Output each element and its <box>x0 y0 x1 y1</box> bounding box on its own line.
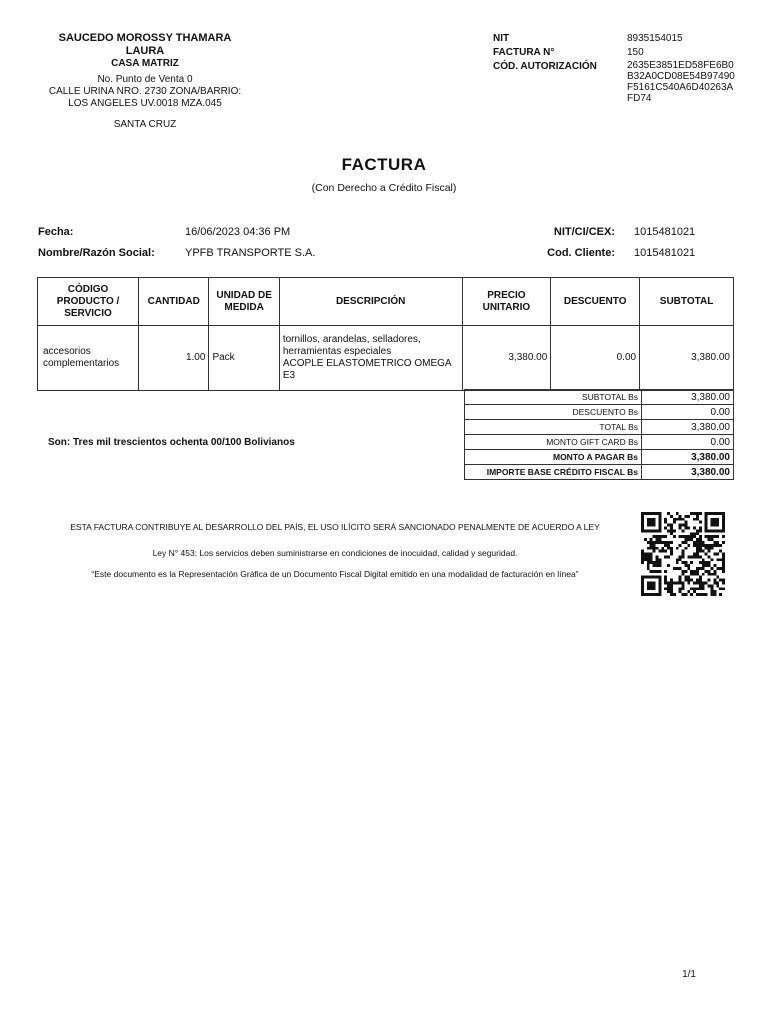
col-unidad: UNIDAD DE MEDIDA <box>209 278 279 326</box>
total-value: 0.00 <box>642 405 734 420</box>
issuer-name: SAUCEDO MOROSSY THAMARA LAURA <box>58 32 232 57</box>
qr-code-icon <box>641 512 725 596</box>
table-row <box>38 326 734 391</box>
col-subtotal: SUBTOTAL <box>640 278 734 326</box>
info-right-labels <box>480 222 615 264</box>
cell-cantidad: 1.00 <box>139 326 209 391</box>
info-left-labels <box>38 222 155 264</box>
totals-row-total <box>465 420 734 435</box>
total-value: 3,380.00 <box>642 420 734 435</box>
header-values <box>627 32 737 104</box>
total-label: MONTO A PAGAR Bs <box>465 450 642 465</box>
cell-descripcion-line1: tornillos, arandelas, selladores, herramientas especiales <box>282 334 421 357</box>
legal-notice-3: “Este documento es la Representación Gráfica de un Documento Fiscal Digital emitido en una modalidad de facturación en línea” <box>91 569 579 579</box>
nombre-value: YPFB TRANSPORTE S.A. <box>185 247 316 259</box>
cell-precio: 3,380.00 <box>462 326 551 391</box>
cliente-value: 1015481021 <box>634 247 696 259</box>
total-value: 3,380.00 <box>642 465 734 480</box>
factura-number-value: 150 <box>627 47 644 58</box>
cliente-label: Cod. Cliente: <box>547 247 615 259</box>
totals-row-gift-card <box>465 435 734 450</box>
total-value: 3,380.00 <box>642 450 734 465</box>
total-label: DESCUENTO Bs <box>465 405 642 420</box>
totals-row-subtotal <box>465 390 734 405</box>
cell-codigo: accesorios complementarios <box>38 326 139 391</box>
total-label: TOTAL Bs <box>465 420 642 435</box>
document-subtitle: (Con Derecho a Crédito Fiscal) <box>311 182 457 194</box>
header-labels <box>493 32 597 74</box>
col-codigo: CÓDIGO PRODUCTO / SERVICIO <box>38 278 139 326</box>
nombre-label: Nombre/Razón Social: <box>38 247 155 259</box>
total-label: IMPORTE BASE CRÉDITO FISCAL Bs <box>465 465 642 480</box>
cell-descuento: 0.00 <box>551 326 640 391</box>
totals-table <box>464 389 734 480</box>
legal-notice-1: ESTA FACTURA CONTRIBUYE AL DESARROLLO DEL PAÍS, EL USO ILÍCITO SERÁ SANCIONADO PENALMENTE DE ACUERDO A LEY <box>70 522 600 532</box>
factura-number-label: FACTURA N° <box>493 47 555 58</box>
totals-row-monto-pagar <box>465 450 734 465</box>
document-title: FACTURA <box>341 155 427 174</box>
cell-subtotal: 3,380.00 <box>640 326 734 391</box>
col-cantidad: CANTIDAD <box>139 278 209 326</box>
amount-in-words: Son: Tres mil trescientos ochenta 00/100 Bolivianos <box>48 437 295 448</box>
issuer-punto-venta: No. Punto de Venta 0 <box>97 74 193 85</box>
col-descuento: DESCUENTO <box>551 278 640 326</box>
nitci-value: 1015481021 <box>634 226 696 238</box>
legal-notice-2: Ley N° 453: Los servicios deben suministrarse en condiciones de inocuidad, calidad y seguridad. <box>152 548 518 558</box>
info-left-values <box>185 222 315 264</box>
col-precio: PRECIO UNITARIO <box>462 278 551 326</box>
total-value: 0.00 <box>642 435 734 450</box>
totals-row-descuento <box>465 405 734 420</box>
issuer-casa-matriz: CASA MATRIZ <box>111 58 179 69</box>
issuer-block <box>40 32 250 131</box>
totals-row-credito-fiscal <box>465 465 734 480</box>
issuer-city: SANTA CRUZ <box>113 119 177 130</box>
authorization-code-label: CÓD. AUTORIZACIÓN <box>493 61 597 72</box>
total-label: SUBTOTAL Bs <box>465 390 642 405</box>
issuer-address: CALLE URINA NRO. 2730 ZONA/BARRIO: LOS ANGELES UV.0018 MZA.045 <box>48 86 242 109</box>
cell-descripcion <box>279 326 462 391</box>
col-descripcion: DESCRIPCIÓN <box>279 278 462 326</box>
nitci-label: NIT/CI/CEX: <box>553 226 615 238</box>
items-table-header <box>38 278 734 326</box>
info-right-values <box>634 222 695 264</box>
total-label: MONTO GIFT CARD Bs <box>465 435 642 450</box>
authorization-code-value: 2635E3851ED58FE6B0B32A0CD08E54B97490F5161C540A6D40263AFD74 <box>627 60 735 104</box>
nit-label: NIT <box>493 33 510 44</box>
cell-unidad: Pack <box>209 326 279 391</box>
fecha-value: 16/06/2023 04:36 PM <box>185 226 291 238</box>
page-number: 1/1 <box>682 969 696 980</box>
nit-value: 8935154015 <box>627 33 683 44</box>
items-table <box>37 277 734 391</box>
fecha-label: Fecha: <box>38 226 74 238</box>
cell-descripcion-line2: ACOPLE ELASTOMETRICO OMEGA E3 <box>282 358 452 381</box>
total-value: 3,380.00 <box>642 390 734 405</box>
